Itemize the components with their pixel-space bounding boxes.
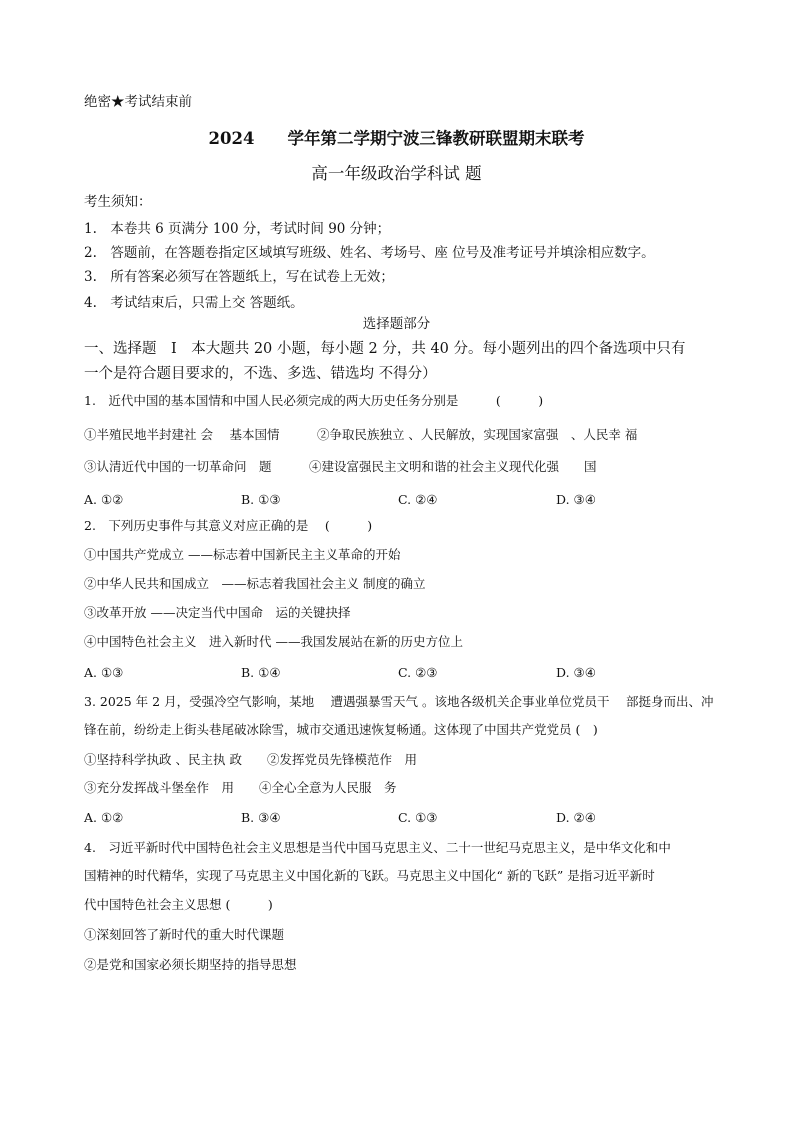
question-item: ②中华人民共和国成立 ——标志着我国社会主义 制度的确立 [84, 576, 426, 591]
section-title: 选择题部分 [362, 316, 431, 332]
question-item: ③改革开放 ——决定当代中国命 运的关键抉择 [84, 605, 351, 620]
section-intro: 一个是符合题目要求的，不选、多选、错选均 不得分） [84, 366, 437, 382]
question-item: ①中国共产党成立 ——标志着中国新民主主义革命的开始 [84, 547, 401, 562]
answer-choice-c: C. ②④ [398, 492, 438, 507]
section-intro: 一、选择题 I 本大题共 20 小题，每小题 2 分，共 40 分。每小题列出的四个备选项中只有 [84, 341, 686, 357]
confidential-mark: 绝密★考试结束前 [84, 94, 192, 110]
question-item: ①半殖民地半封建社 会 基本国情 ②争取民族独立 、人民解放，实现国家富强 、人民幸 福 [84, 427, 638, 442]
question-item: ②是党和国家必须长期坚持的指导思想 [84, 957, 297, 972]
exam-title: 2024 学年第二学期宁波三锋教研联盟期末联考 [208, 129, 585, 148]
question-stem: 1. 近代中国的基本国情和中国人民必须完成的两大历史任务分别是 ( ) [84, 393, 544, 408]
notice-item: 2. 答题前，在答题卷指定区域填写班级、姓名、考场号、座 位号及准考证号并填涂相应数字。 [84, 245, 655, 261]
question-stem: 4. 习近平新时代中国特色社会主义思想是当代中国马克思主义、二十一世纪马克思主义，是中华文化和中 [84, 840, 671, 855]
question-item: ④中国特色社会主义 进入新时代 ——我国发展站在新的历史方位上 [84, 634, 463, 649]
notice-item: 4. 考试结束后，只需上交 答题纸。 [84, 295, 304, 311]
question-item: ③认清近代中国的一切革命问 题 ④建设富强民主文明和谐的社会主义现代化强 国 [84, 459, 597, 474]
exam-subtitle: 高一年级政治学科试 题 [311, 164, 482, 183]
notice-item: 1. 本卷共 6 页满分 100 分，考试时间 90 分钟； [84, 221, 391, 237]
question-item: ③充分发挥战斗堡垒作 用 ④全心全意为人民服 务 [84, 780, 397, 795]
answer-choice-a: A. ①② [84, 810, 124, 825]
question-item: ①深刻回答了新时代的重大时代课题 [84, 927, 285, 942]
question-item: ①坚持科学执政 、民主执 政 ②发挥党员先锋模范作 用 [84, 752, 417, 767]
answer-choice-b: B. ③④ [241, 810, 281, 825]
answer-choice-d: D. ③④ [556, 665, 596, 680]
question-stem: 国精神的时代精华，实现了马克思主义中国化新的飞跃。马克思主义中国化“ 新的飞跃” 是指习近平新时 [84, 868, 655, 883]
notice-heading: 考生须知： [84, 194, 152, 210]
question-stem: 代中国特色社会主义思想 ( ) [84, 897, 273, 912]
answer-choice-b: B. ①③ [241, 492, 281, 507]
answer-choice-c: C. ①③ [398, 810, 438, 825]
answer-choice-b: B. ①④ [241, 665, 281, 680]
question-stem: 锋在前，纷纷走上街头巷尾破冰除雪，城市交通迅速恢复畅通。这体现了中国共产党党员 ( ) [84, 722, 598, 737]
answer-choice-d: D. ②④ [556, 810, 596, 825]
answer-choice-a: A. ①③ [84, 665, 124, 680]
answer-choice-d: D. ③④ [556, 492, 596, 507]
answer-choice-c: C. ②③ [398, 665, 438, 680]
notice-item: 3. 所有答案必须写在答题纸上，写在试卷上无效； [84, 269, 394, 285]
answer-choice-a: A. ①② [84, 492, 124, 507]
question-stem: 3. 2025 年 2 月，受强冷空气影响，某地 遭遇强暴雪天气 。该地各级机关企事业单位党员干 部挺身而出、冲 [84, 694, 714, 709]
question-stem: 2. 下列历史事件与其意义对应正确的是 ( ) [84, 518, 373, 533]
